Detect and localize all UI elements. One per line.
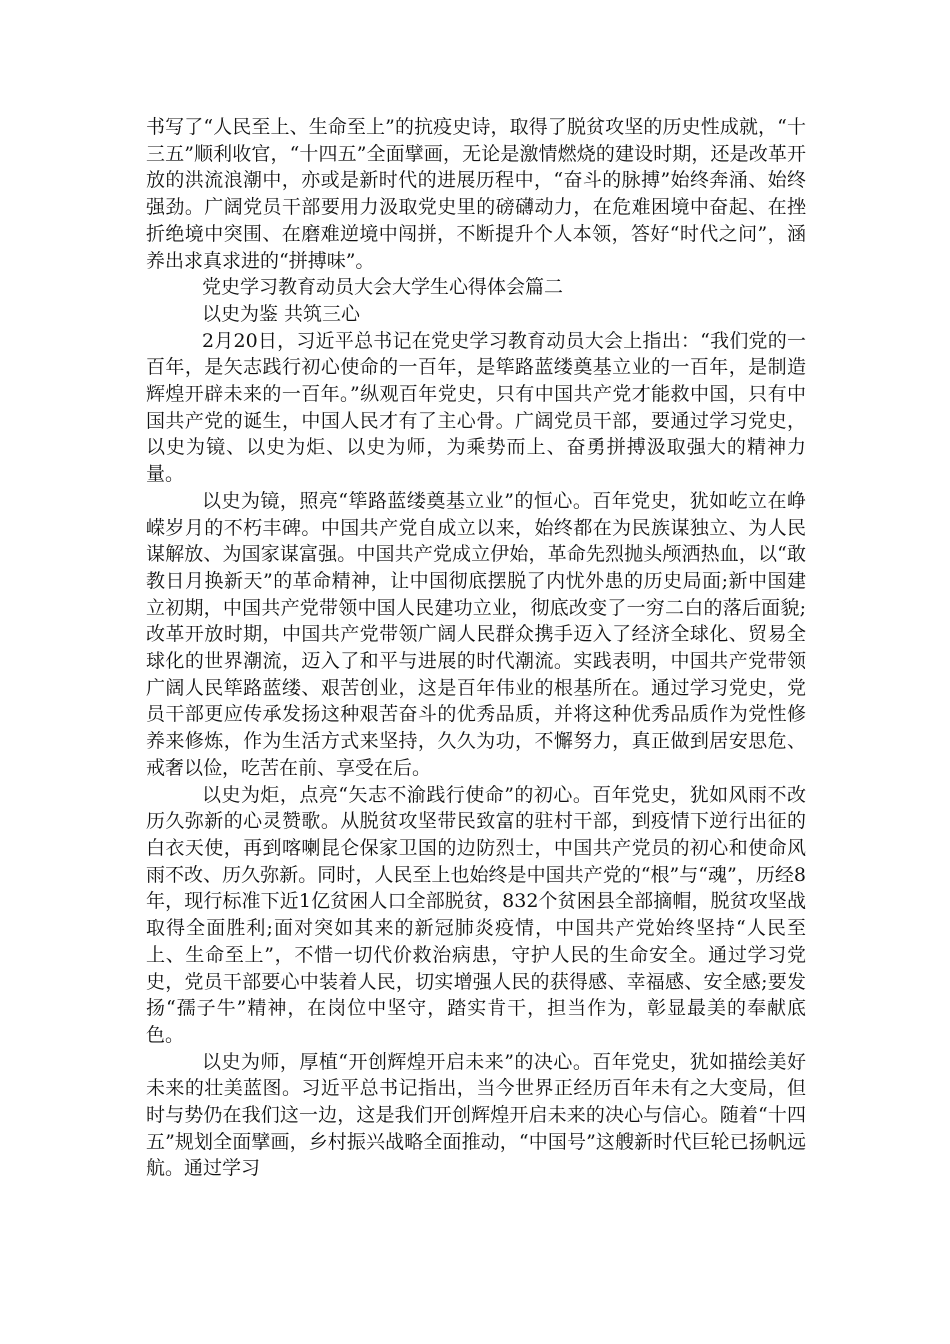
document-page [146, 114, 806, 1182]
paragraph-intro: 2月20日，习近平总书记在党史学习教育动员大会上指出：“我们党的一百年，是矢志践行初心使命的一百年，是筚路蓝缕奠基立业的一百年，是制造辉煌开辟未来的一百年。”纵观百年党史，只有中国共产党才能救中国，只有中国共产党的诞生，中国人民才有了主心骨。广阔党员干部，要通过学习党史，以史为镜、以史为炬、以史为师，为乘势而上、奋勇拼搏汲取强大的精神力量。 [146, 329, 806, 486]
paragraph-torch: 以史为炬，点亮“矢志不渝践行使命”的初心。百年党史，犹如风雨不改历久弥新的心灵赞歌。从脱贫攻坚带民致富的驻村干部，到疫情下逆行出征的白衣天使，再到喀喇昆仑保家卫国的边防烈士，中国共产党员的初心和使命风雨不改、历久弥新。同时，人民至上也始终是中国共产党的“根”与“魂”，历经8年，现行标准下近1亿贫困人口全部脱贫，832个贫困县全部摘帽，脱贫攻坚战取得全面胜利;面对突如其来的新冠肺炎疫情，中国共产党始终坚持“人民至上、生命至上”，不惜一切代价救治病患，守护人民的生命安全。通过学习党史，党员干部要心中装着人民，切实增强人民的获得感、幸福感、安全感;要发扬“孺子牛”精神，在岗位中坚守，踏实肯干，担当作为，彰显最美的奉献底色。 [146, 783, 806, 1046]
section-title: 党史学习教育动员大会大学生心得体会篇二 [202, 276, 564, 299]
paragraph-fight-history: 书写了“人民至上、生命至上”的抗疫史诗，取得了脱贫攻坚的历史性成就，“十三五”顺利收官，“十四五”全面擘画，无论是激情燃烧的建设时期，还是改革开放的洪流浪潮中，亦或是新时代的进展历程中，“奋斗的脉搏”始终奔涌、始终强劲。广阔党员干部要用力汲取党史里的磅礴动力，在危难困境中奋起、在挫折绝境中突围、在磨难逆境中闯拼，不断提升个人本领，答好“时代之问”，涵养出求真求进的“拼搏味”。 [146, 116, 806, 272]
section-subtitle: 以史为鉴 共筑三心 [202, 302, 361, 325]
paragraph-mirror: 以史为镜，照亮“筚路蓝缕奠基立业”的恒心。百年党史，犹如屹立在峥嵘岁月的不朽丰碑。中国共产党自成立以来，始终都在为民族谋独立、为人民谋解放、为国家谋富强。中国共产党成立伊始，革命先烈抛头颅洒热血，以“敢教日月换新天”的革命精神，让中国彻底摆脱了内忧外患的历史局面;新中国建立初期，中国共产党带领中国人民建功立业，彻底改变了一穷二白的落后面貌;改革开放时期，中国共产党带领广阔人民群众携手迈入了经济全球化、贸易全球化的世界潮流，迈入了和平与进展的时代潮流。实践表明，中国共产党带领广阔人民筚路蓝缕、艰苦创业，这是百年伟业的根基所在。通过学习党史，党员干部更应传承发扬这种艰苦奋斗的优秀品质，并将这种优秀品质作为党性修养来修炼，作为生活方式来坚持，久久为功，不懈努力，真正做到居安思危、戒奢以俭，吃苦在前、享受在后。 [146, 489, 806, 779]
paragraph-teacher: 以史为师，厚植“开创辉煌开启未来”的决心。百年党史，犹如描绘美好未来的壮美蓝图。习近平总书记指出，当今世界正经历百年未有之大变局，但时与势仍在我们这一边，这是我们开创辉煌开启未来的决心与信心。随着“十四五”规划全面擘画，乡村振兴战略全面推动，“中国号”这艘新时代巨轮已扬帆远航。通过学习 [146, 1050, 806, 1180]
